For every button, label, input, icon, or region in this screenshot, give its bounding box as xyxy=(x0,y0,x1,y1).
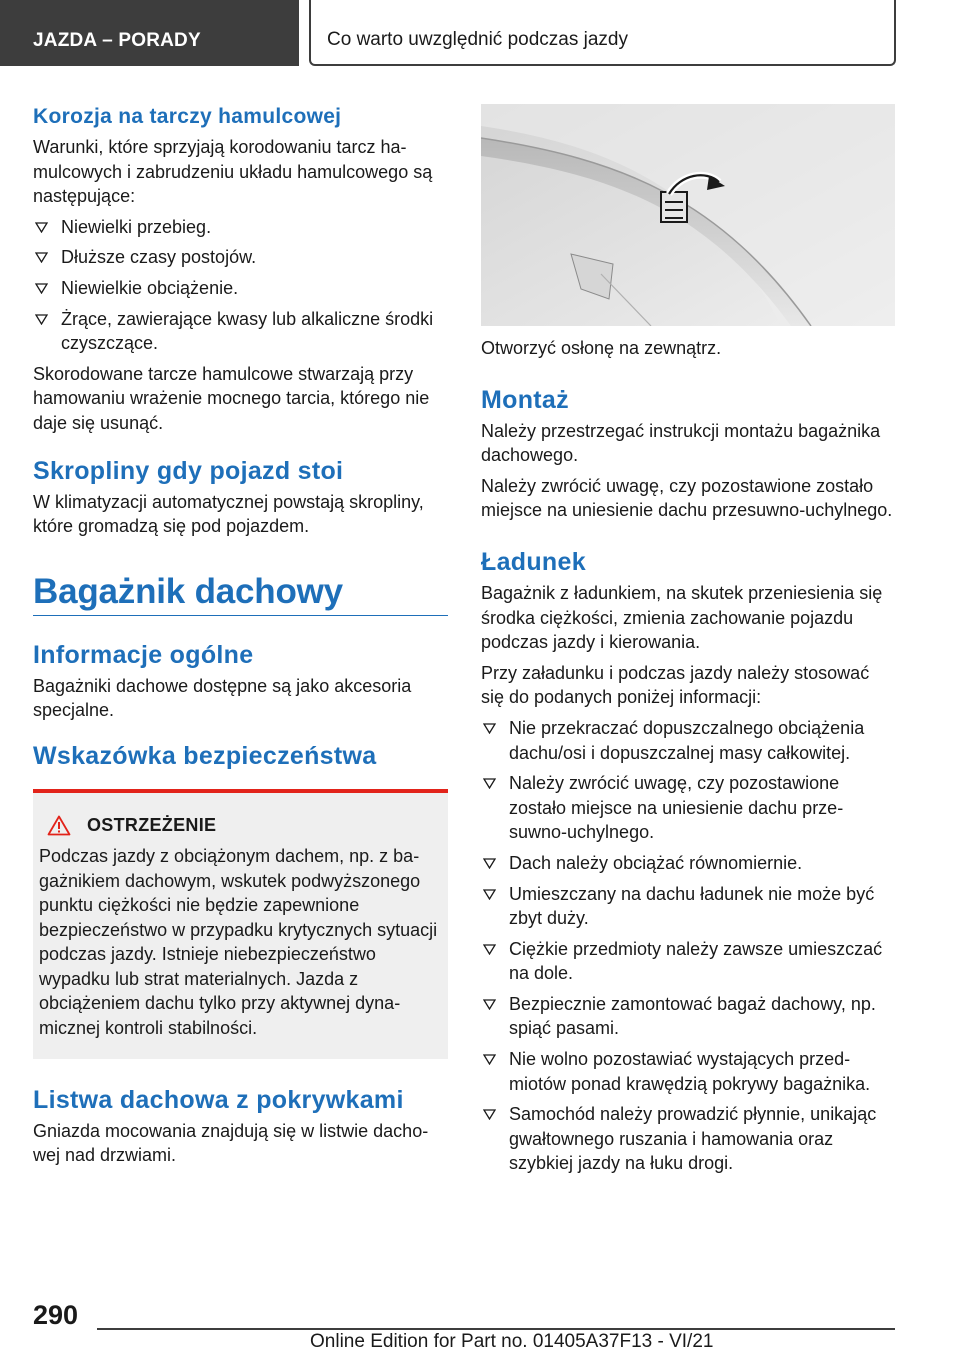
general-heading: Informacje ogólne xyxy=(33,640,254,669)
corrosion-outro: Skorodowane tarcze hamulcowe stwarzają przy hamowaniu wrażenie mocnego tarcia, którego nie daje się usunąć. xyxy=(33,363,430,433)
list-item xyxy=(33,307,448,356)
footer-divider xyxy=(97,1328,895,1330)
bullet-triangle-icon xyxy=(483,889,496,900)
list-item-text: Nie wolno pozostawiać wystających przedmiotów ponad krawędzią pokrywy bagażnika. xyxy=(509,1049,871,1094)
warning-text: Podczas jazdy z obciążonym dachem, np. z bagażnikiem dachowym, wskutek podwyższonego punktu ciężkości nie będzie zapewnione bezpieczeństwo w przypadku krytycznych sytuacji podczas jazdy. Istnieje niebezpieczeństwo wypadku lub strat materialnych. Jazda z obciążeniem dachu tylko przy aktywnej dynamicznej kontroli stabilności. xyxy=(39,845,438,1039)
bullet-triangle-icon xyxy=(483,1109,496,1120)
photo-caption: Otworzyć osłonę na zewnątrz. xyxy=(481,338,722,358)
left-column xyxy=(33,104,448,1174)
list-item-text: Niewielkie obciążenie. xyxy=(61,277,239,298)
section-tab: JAZDA – PORADY xyxy=(0,0,299,66)
condensate-text: W klimatyzacji automatycznej powstają skropliny, które gromadzą się pod pojazdem. xyxy=(33,491,424,537)
list-item xyxy=(481,851,895,876)
mount-p2: Należy zwrócić uwagę, czy pozostawione zostało miejsce na uniesienie dachu przesuwno-uchylnego. xyxy=(481,475,893,521)
bullet-triangle-icon xyxy=(483,1054,496,1065)
list-item xyxy=(33,276,448,301)
mount-heading: Montaż xyxy=(481,385,569,414)
general-text: Bagażniki dachowe dostępne są jako akcesoria specjalne. xyxy=(33,675,412,721)
corrosion-intro: Warunki, które sprzyjają korodowaniu tarcz hamulcowych i zabrudzeniu układu hamulcowego są następujące: xyxy=(33,137,433,207)
list-item xyxy=(481,716,895,765)
bullet-triangle-icon xyxy=(483,858,496,869)
warning-box xyxy=(33,789,448,1059)
list-item-text: Bezpiecznie zamontować bagaż dachowy, np. spiąć pasami. xyxy=(509,993,876,1039)
roofrack-heading: Bagażnik dachowy xyxy=(33,571,448,616)
rail-heading: Listwa dachowa z pokrywkami xyxy=(33,1085,404,1114)
list-item xyxy=(481,1047,895,1096)
load-p1: Bagażnik z ładunkiem, na skutek przeniesienia się środka ciężkości, zmienia zachowanie pojazdu podczas jazdy i kierowania. xyxy=(481,582,883,653)
rail-text: Gniazda mocowania znajdują się w listwie dachowej nad drzwiami. xyxy=(33,1120,429,1166)
bullet-triangle-icon xyxy=(483,999,496,1010)
list-item-text: Dłuższe czasy postojów. xyxy=(61,247,257,268)
list-item xyxy=(481,937,895,986)
safety-heading: Wskazówka bezpieczeństwa xyxy=(33,741,377,770)
list-item-text: Umieszczany na dachu ładunek nie może być zbyt duży. xyxy=(509,883,875,929)
list-item-text: Należy zwrócić uwagę, czy pozostawione zostało miejsce na uniesienie dachu przesuwno-uchylnego. xyxy=(509,773,844,843)
load-heading: Ładunek xyxy=(481,547,586,576)
corrosion-list xyxy=(33,215,448,356)
list-item-text: Żrące, zawierające kwasy lub alkaliczne środki czyszczące. xyxy=(61,308,434,354)
load-list xyxy=(481,716,895,1176)
condensate-heading: Skropliny gdy pojazd stoi xyxy=(33,456,344,485)
bullet-triangle-icon xyxy=(35,283,48,294)
list-item-text: Niewielki przebieg. xyxy=(61,216,212,237)
warning-triangle-icon xyxy=(47,815,71,836)
list-item xyxy=(481,882,895,931)
list-item-text: Ciężkie przedmioty należy zawsze umieszczać na dole. xyxy=(509,938,883,984)
bullet-triangle-icon xyxy=(35,252,48,263)
list-item xyxy=(481,771,895,845)
list-item xyxy=(481,992,895,1041)
bullet-triangle-icon xyxy=(483,944,496,955)
list-item-text: Samochód należy prowadzić płynnie, unikając gwałtownego ruszania i hamowania oraz szybkiej jazdy na łuku drogi. xyxy=(509,1104,877,1174)
warning-title: OSTRZEŻENIE xyxy=(87,814,217,835)
chapter-title: Co warto uwzględnić podczas jazdy xyxy=(309,0,896,66)
load-p2: Przy załadunku i podczas jazdy należy stosować się do podanych poniżej informacji: xyxy=(481,662,870,708)
list-item xyxy=(481,1102,895,1176)
warning-title-row xyxy=(41,815,442,836)
edition-text: Online Edition for Part no. 01405A37F13 - VI/21 xyxy=(310,1331,714,1352)
mount-p1: Należy przestrzegać instrukcji montażu bagażnika dachowego. xyxy=(481,420,881,466)
bullet-triangle-icon xyxy=(483,778,496,789)
list-item xyxy=(33,215,448,240)
right-column xyxy=(481,104,895,1182)
list-item-text: Dach należy obciążać równomiernie. xyxy=(509,852,803,873)
page-number: 290 xyxy=(33,1300,79,1330)
corrosion-heading: Korozja na tarczy hamulcowej xyxy=(33,105,342,128)
bullet-triangle-icon xyxy=(35,222,48,233)
roof-rail-cover-photo xyxy=(481,104,895,326)
bullet-triangle-icon xyxy=(35,314,48,325)
list-item xyxy=(33,245,448,270)
bullet-triangle-icon xyxy=(483,723,496,734)
list-item-text: Nie przekraczać dopuszczalnego obciążenia dachu/osi i dopuszczalnej masy całkowitej. xyxy=(509,717,865,763)
